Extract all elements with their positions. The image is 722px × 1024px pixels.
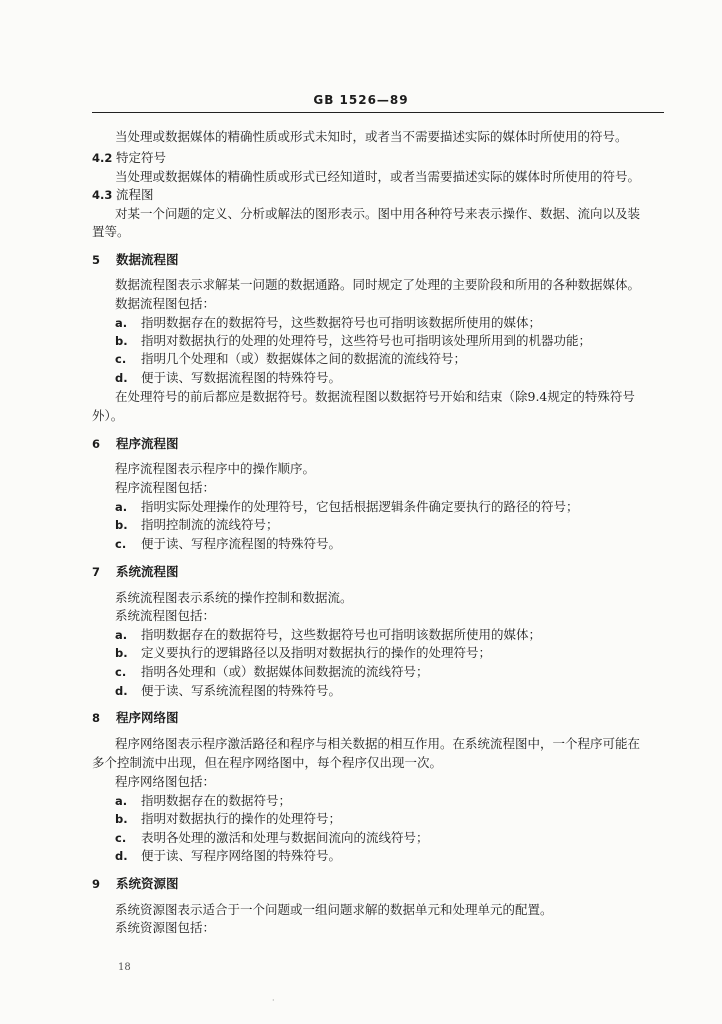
list-item-label: a. (115, 628, 128, 642)
section-contains: 系统流程图包括： (115, 608, 216, 623)
list-item-label: c. (115, 665, 127, 679)
section-title: 数据流程图 (116, 252, 179, 267)
list-item-label: c. (115, 537, 127, 551)
list-item-text: 便于读、写程序网络图的特殊符号。 (141, 848, 342, 863)
scan-mark: · (272, 996, 275, 1005)
list-item-text: 指明实际处理操作的处理符号，它包括根据逻辑条件确定要执行的路径的符号； (141, 499, 579, 514)
list-item-text: 定义要执行的逻辑路径以及指明对数据执行的操作的处理符号； (141, 645, 492, 660)
section-note: 在处理符号的前后都应是数据符号。数据流程图以数据符号开始和结束（除9.4规定的特殊符号 (115, 389, 635, 404)
section-note: 外）。 (92, 408, 124, 423)
section-title: 系统资源图 (116, 876, 179, 891)
section-5-heading (92, 252, 179, 268)
list-item-text: 便于读、写数据流程图的特殊符号。 (141, 370, 342, 385)
subsection-4-2-heading (92, 150, 166, 166)
section-number: 8 (92, 711, 101, 725)
paragraph-line: 当处理或数据媒体的精确性质或形式已经知道时，或者当需要描述实际的媒体时所使用的符号。 (115, 169, 641, 184)
subsection-title: 特定符号 (116, 150, 167, 165)
list-item-label: b. (115, 334, 128, 348)
section-title: 系统流程图 (116, 564, 179, 579)
section-intro: 数据流程图表示求解某一问题的数据通路。同时规定了处理的主要阶段和所用的各种数据媒体。 (115, 277, 641, 292)
paragraph-line: 对某一个问题的定义、分析或解法的图形表示。图中用各种符号来表示操作、数据、流向以及装 (115, 206, 641, 221)
list-item-text: 指明几个处理和（或）数据媒体之间的数据流的流线符号； (141, 351, 467, 366)
subsection-4-3-heading (92, 187, 154, 203)
list-item-text: 指明对数据执行的处理的处理符号，这些符号也可指明该处理所用到的机器功能； (141, 333, 592, 348)
section-contains: 程序网络图包括： (115, 774, 216, 789)
standard-number-header: GB 1526—89 (313, 93, 409, 107)
list-item-label: b. (115, 646, 128, 660)
section-contains: 程序流程图包括： (115, 480, 216, 495)
header-rule (92, 112, 664, 113)
list-item-text: 指明控制流的流线符号； (141, 517, 279, 532)
section-contains: 系统资源图包括： (115, 920, 216, 935)
list-item-label: c. (115, 831, 127, 845)
list-item-label: c. (115, 352, 127, 366)
list-item-text: 指明对数据执行的操作的处理符号； (141, 811, 342, 826)
list-item-text: 表明各处理的激活和处理与数据间流向的流线符号； (141, 830, 429, 845)
list-item-label: a. (115, 316, 128, 330)
section-9-heading (92, 876, 179, 892)
list-item-text: 指明数据存在的数据符号，这些数据符号也可指明该数据所使用的媒体； (141, 627, 542, 642)
section-8-heading (92, 710, 179, 726)
section-number: 6 (92, 437, 101, 451)
section-intro: 系统资源图表示适合于一个问题或一组问题求解的数据单元和处理单元的配置。 (115, 902, 553, 917)
list-item-text: 指明数据存在的数据符号，这些数据符号也可指明该数据所使用的媒体； (141, 315, 542, 330)
section-number: 5 (92, 253, 101, 267)
section-intro: 多个控制流中出现，但在程序网络图中，每个程序仅出现一次。 (92, 755, 443, 770)
section-number: 7 (92, 565, 101, 579)
subsection-number: 4.2 (92, 151, 113, 165)
section-intro: 程序流程图表示程序中的操作顺序。 (115, 461, 316, 476)
section-intro: 程序网络图表示程序激活路径和程序与相关数据的相互作用。在系统流程图中，一个程序可能在 (115, 736, 641, 751)
list-item-label: a. (115, 500, 128, 514)
list-item-text: 便于读、写程序流程图的特殊符号。 (141, 536, 342, 551)
section-6-heading (92, 436, 179, 452)
section-contains: 数据流程图包括： (115, 296, 216, 311)
section-title: 程序网络图 (116, 710, 179, 725)
section-7-heading (92, 564, 179, 580)
subsection-number: 4.3 (92, 188, 113, 202)
section-title: 程序流程图 (116, 436, 179, 451)
list-item-label: d. (115, 684, 128, 698)
paragraph-line: 当处理或数据媒体的精确性质或形式未知时，或者当不需要描述实际的媒体时所使用的符号。 (115, 129, 628, 144)
list-item-label: b. (115, 518, 128, 532)
page-number: 18 (118, 962, 131, 973)
list-item-label: a. (115, 794, 128, 808)
list-item-label: d. (115, 849, 128, 863)
paragraph-line: 置等。 (92, 224, 130, 239)
list-item-label: d. (115, 371, 128, 385)
list-item-label: b. (115, 812, 128, 826)
subsection-title: 流程图 (116, 187, 154, 202)
list-item-text: 指明数据存在的数据符号； (141, 793, 292, 808)
list-item-text: 便于读、写系统流程图的特殊符号。 (141, 683, 342, 698)
section-number: 9 (92, 877, 101, 891)
section-intro: 系统流程图表示系统的操作控制和数据流。 (115, 590, 353, 605)
list-item-text: 指明各处理和（或）数据媒体间数据流的流线符号； (141, 664, 429, 679)
